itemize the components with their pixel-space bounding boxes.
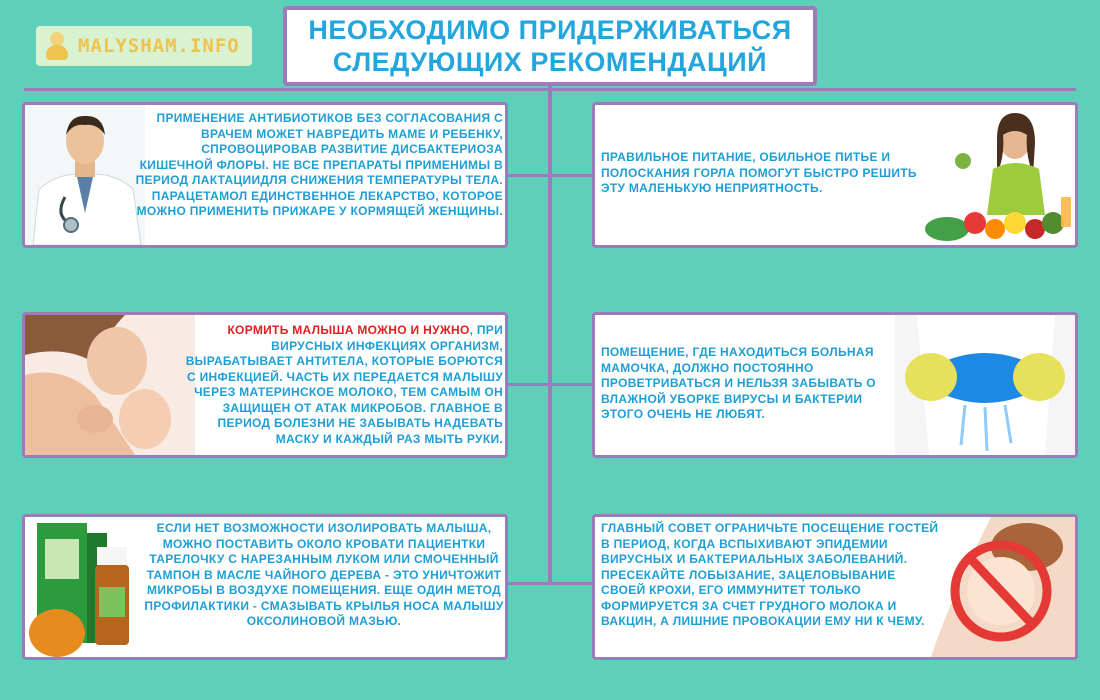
logo-text: MALYSHAM.INFO <box>78 35 240 57</box>
connector-left-1 <box>506 174 550 177</box>
connector-right-3 <box>550 582 594 585</box>
card-antibiotics-text: ПРИМЕНЕНИЕ АНТИБИОТИКОВ БЕЗ СОГЛАСОВАНИЯ С ВРАЧЕМ МОЖЕТ НАВРЕДИТЬ МАМЕ И РЕБЕНКУ, СПРОВОЦИРОВАВ РАЗВИТИЕ ДИСБАКТЕРИОЗА КИШЕЧНОЙ ФЛОРЫ. НЕ ВСЕ ПРЕПАРАТЫ ПРИМЕНИМЫ В ПЕРИОД ЛАКТАЦИИДЛЯ СНИЖЕНИЯ ТЕМПЕРАТУРЫ ТЕЛА. ПАРАЦЕТАМОЛ ЕДИНСТВЕННОЕ ЛЕКАРСТВО, КОТОРОЕ МОЖНО ПРИМЕНИТЬ ПРИЖАРЕ У КОРМЯЩЕЙ ЖЕНЩИНЫ. <box>135 111 503 218</box>
title-line-1: НЕОБХОДИМО ПРИДЕРЖИВАТЬСЯ <box>308 15 792 45</box>
connector-top <box>24 88 1076 91</box>
card-nutrition-text: ПРАВИЛЬНОЕ ПИТАНИЕ, ОБИЛЬНОЕ ПИТЬЕ И ПОЛОСКАНИЯ ГОРЛА ПОМОГУТ БЫСТРО РЕШИТЬ ЭТУ МАЛЕНЬКУЮ НЕПРИЯТНОСТЬ. <box>601 150 917 195</box>
card-guests <box>592 514 1078 660</box>
card-guests-text: ГЛАВНЫЙ СОВЕТ ОГРАНИЧЬТЕ ПОСЕЩЕНИЕ ГОСТЕЙ В ПЕРИОД, КОГДА ВСПЫХИВАЮТ ЭПИДЕМИИ ВИРУСНЫХ И БАКТЕРИАЛЬНЫХ ЗАБОЛЕВАНИЙ. ПРЕСЕКАЙТЕ ЛОБЫЗАНИЕ, ЗАЦЕЛОВЫВАНИЕ СВОЕЙ КРОХИ, ЕГО ИММУНИТЕТ ТОЛЬКО ФОРМИРУЕТСЯ ЗА СЧЕТ ГРУДНОГО МОЛОКА И ВАКЦИН, А ЛИШНИЕ ПРОВОКАЦИИ ЕМУ НИ К ЧЕМУ. <box>601 521 939 628</box>
connector-left-3 <box>506 582 550 585</box>
card-isolation <box>22 514 508 660</box>
connector-right-1 <box>550 174 594 177</box>
tea-tree-oil-illustration <box>27 517 147 657</box>
card-isolation-text: ЕСЛИ НЕТ ВОЗМОЖНОСТИ ИЗОЛИРОВАТЬ МАЛЫША, МОЖНО ПОСТАВИТЬ ОКОЛО КРОВАТИ ПАЦИЕНТКИ ТАРЕЛОЧКУ С НАРЕЗАННЫМ ЛУКОМ ИЛИ СМОЧЕННЫЙ ТАМПОН В МАСЛЕ ЧАЙНОГО ДЕРЕВА - ЭТО УНИЧТОЖИТ МИКРОБЫ В ВОЗДУХЕ ПОМЕЩЕНИЯ. ЕЩЕ ОДИН МЕТОД ПРОФИЛАКТИКИ - СМАЗЫВАТЬ КРЫЛЬЯ НОСА МАЛЫШУ ОКСОЛИНОВОЙ МАЗЬЮ. <box>144 521 504 628</box>
card-feeding <box>22 312 508 458</box>
breastfeeding-illustration <box>25 315 195 455</box>
cleaning-illustration <box>895 315 1075 455</box>
no-kissing-illustration <box>931 517 1075 657</box>
doctor-illustration <box>25 105 145 245</box>
connector-left-2 <box>506 383 550 386</box>
site-logo <box>36 26 252 66</box>
feeding-body: , ПРИ ВИРУСНЫХ ИНФЕКЦИЯХ ОРГАНИЗМ, ВЫРАБАТЫВАЕТ АНТИТЕЛА, КОТОРЫЕ БОРЮТСЯ С ИНФЕКЦИЕЙ. ЧАСТЬ ИХ ПЕРЕДАЕТСЯ МАЛЫШУ ЧЕРЕЗ МАТЕРИНСКОЕ МОЛОКО, ТЕМ САМЫМ ОН ЗАЩИЩЕН ОТ АТАК МИКРОБОВ. ГЛАВНОЕ В ПЕРИОД БОЛЕЗНИ НЕ ЗАБЫВАТЬ НАДЕВАТЬ МАСКУ И КАЖДЫЙ РАЗ МЫТЬ РУКИ. <box>185 323 503 446</box>
woman-vegetables-illustration <box>917 105 1075 245</box>
card-feeding-text <box>181 323 503 447</box>
card-room <box>592 312 1078 458</box>
card-nutrition <box>592 102 1078 248</box>
title-line-2: СЛЕДУЮЩИХ РЕКОМЕНДАЦИЙ <box>332 47 768 77</box>
connector-right-2 <box>550 383 594 386</box>
baby-icon <box>44 32 70 60</box>
card-antibiotics <box>22 102 508 248</box>
card-room-text: ПОМЕЩЕНИЕ, ГДЕ НАХОДИТЬСЯ БОЛЬНАЯ МАМОЧКА, ДОЛЖНО ПОСТОЯННО ПРОВЕТРИВАТЬСЯ И НЕЛЬЗЯ ЗАБЫВАТЬ О ВЛАЖНОЙ УБОРКЕ ВИРУСЫ И БАКТЕРИИ ЭТОГО ОЧЕНЬ НЕ ЛЮБЯТ. <box>601 345 876 421</box>
page-title <box>283 6 817 86</box>
connector-vertical <box>548 86 552 584</box>
feeding-highlight: КОРМИТЬ МАЛЫША МОЖНО И НУЖНО <box>227 323 470 337</box>
